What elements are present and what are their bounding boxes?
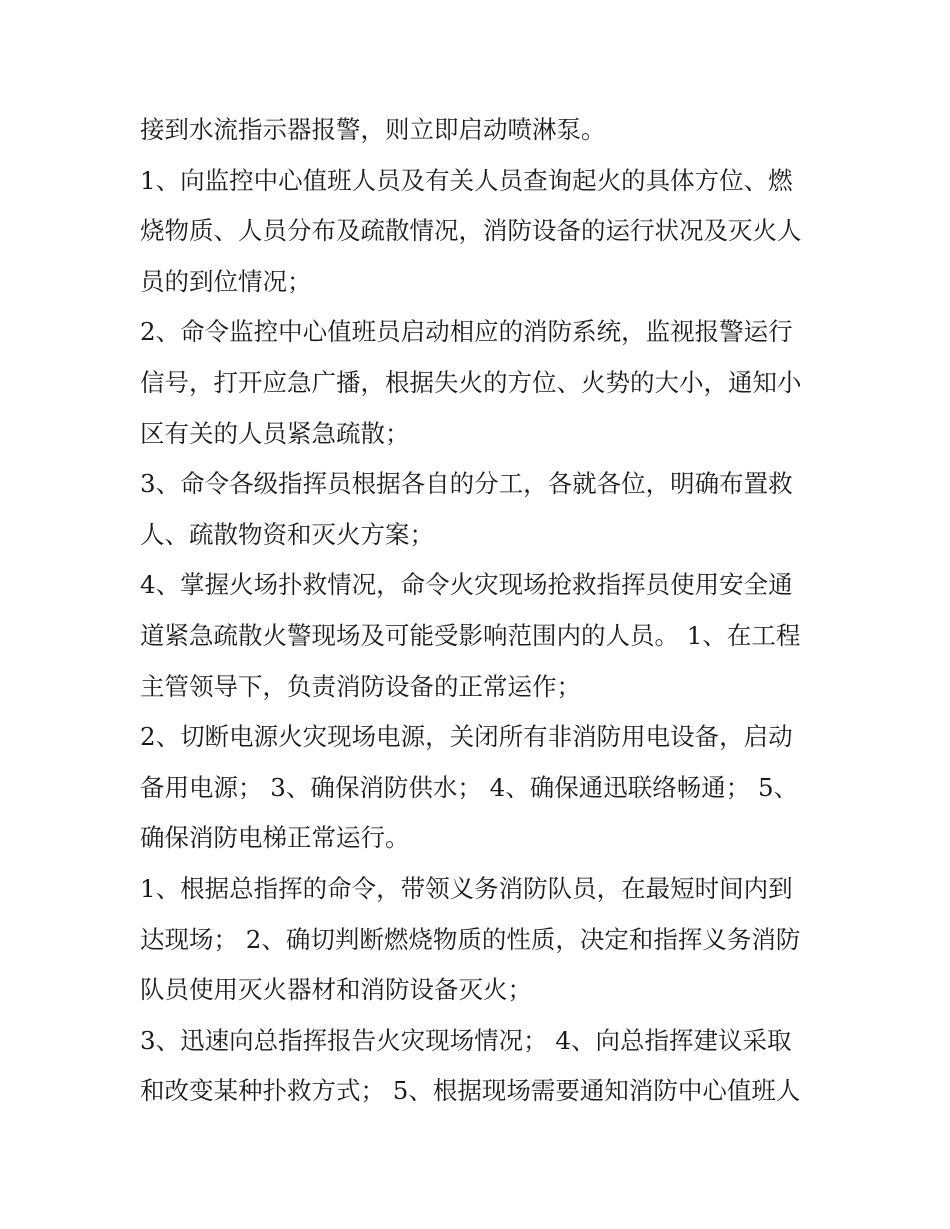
text-line: 2、切断电源火灾现场电源，关闭所有非消防用电设备，启动 (140, 722, 793, 752)
text-line: 信号，打开应急广播，根据失火的方位、火势的大小，通知小 (140, 367, 802, 397)
text-line: 1、向监控中心值班人员及有关人员查询起火的具体方位、燃 (140, 165, 793, 195)
text-line: 接到水流指示器报警，则立即启动喷淋泵。 (140, 115, 606, 144)
text-line: 达现场； 2、确切判断燃烧物质的性质，决定和指挥义务消防 (140, 924, 801, 954)
text-line: 烧物质、人员分布及疏散情况，消防设备的运行状况及灭火人 (140, 216, 802, 246)
text-line: 3、命令各级指挥员根据各自的分工，各就各位，明确布置救 (140, 469, 793, 499)
text-line: 主管领导下，负责消防设备的正常运作； (140, 671, 581, 701)
text-line: 人、疏散物资和灭火方案； (140, 519, 434, 549)
text-line: 2、命令监控中心值班员启动相应的消防系统，监视报警运行 (140, 317, 793, 347)
text-line: 员的到位情况； (140, 266, 312, 296)
text-line: 道紧急疏散火警现场及可能受影响范围内的人员。 1、在工程 (140, 620, 801, 650)
text-line: 区有关的人员紧急疏散； (140, 418, 410, 448)
text-line: 4、掌握火场扑救情况，命令火灾现场抢救指挥员使用安全通 (140, 570, 793, 600)
text-line: 和改变某种扑救方式； 5、根据现场需要通知消防中心值班人 (140, 1076, 801, 1106)
text-line: 队员使用灭火器材和消防设备灭火； (140, 975, 532, 1005)
text-line: 1、根据总指挥的命令，带领义务消防队员，在最短时间内到 (140, 873, 793, 903)
text-line: 3、迅速向总指挥报告火灾现场情况； 4、向总指挥建议采取 (140, 1025, 792, 1055)
text-line: 确保消防电梯正常运行。 (140, 823, 410, 853)
text-line: 备用电源； 3、确保消防供水； 4、确保通迅联络畅通； 5、 (140, 772, 799, 802)
body-text (140, 105, 840, 1117)
